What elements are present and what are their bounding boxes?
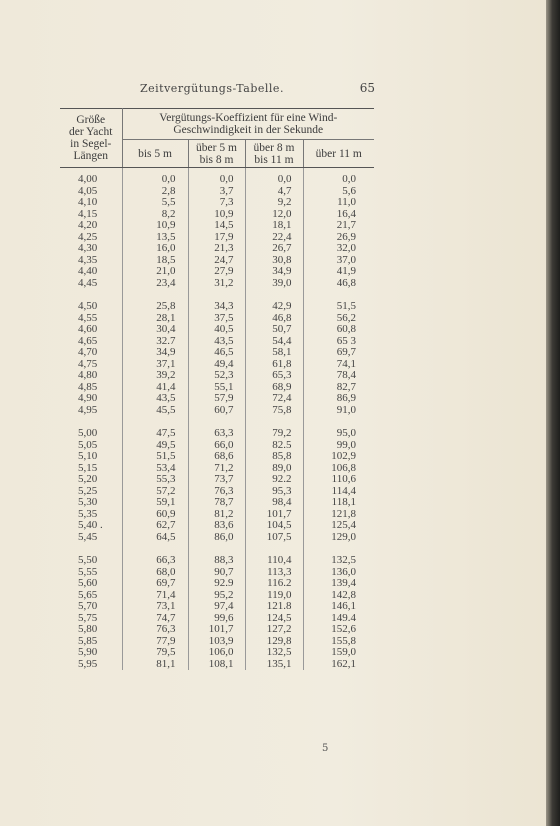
row-length-cell: 4,15: [78, 207, 98, 220]
coef-over-11m-cell: 95,0: [303, 428, 374, 440]
coef-5-to-8m-cell: 99,6: [188, 613, 245, 625]
coef-up-to-5m-cell: 2,8: [122, 186, 188, 198]
coef-8-to-11m-cell: 119,0: [245, 590, 303, 602]
coef-up-to-5m-cell: 76,3: [122, 624, 188, 636]
coef-up-to-5m-cell: 41,4: [122, 382, 188, 394]
table-row: [60, 168, 374, 186]
row-length-cell: 5,00: [78, 427, 98, 439]
table-row: [60, 555, 374, 567]
column-header-5-to-8m: [188, 140, 245, 168]
coef-8-to-11m-cell: 85,8: [245, 451, 303, 463]
row-length-cell: 4,60: [78, 323, 98, 335]
coef-over-11m-cell: 32,0: [303, 243, 374, 255]
coef-5-to-8m-cell: 81,2: [188, 509, 245, 521]
row-length-cell: 5,20: [78, 473, 98, 485]
coef-over-11m-cell: 78,4: [303, 370, 374, 382]
coef-over-11m-cell: 16,4: [303, 209, 374, 221]
coef-5-to-8m-cell: 0,0: [188, 168, 245, 186]
table-row: [60, 405, 374, 417]
table-row: [60, 474, 374, 486]
row-length-cell: 4,70: [78, 346, 98, 358]
coef-8-to-11m-cell: 54,4: [245, 336, 303, 348]
row-length-cell: 5,30: [78, 496, 98, 508]
header-line: bis 8 m: [199, 153, 234, 166]
coef-over-11m-cell: 155,8: [303, 636, 374, 648]
coef-over-11m-cell: 65 3: [303, 336, 374, 348]
table-row: [60, 347, 374, 359]
coef-5-to-8m-cell: 17,9: [188, 232, 245, 244]
coef-up-to-5m-cell: 34,9: [122, 347, 188, 359]
coef-up-to-5m-cell: 55,3: [122, 474, 188, 486]
coef-up-to-5m-cell: 28,1: [122, 313, 188, 325]
coef-8-to-11m-cell: 4,7: [245, 186, 303, 198]
coef-8-to-11m-cell: 18,1: [245, 220, 303, 232]
coef-5-to-8m-cell: 76,3: [188, 486, 245, 498]
coef-over-11m-cell: 82,7: [303, 382, 374, 394]
coef-8-to-11m-cell: 135,1: [245, 659, 303, 671]
coef-8-to-11m-cell: 92.2: [245, 474, 303, 486]
coef-up-to-5m-cell: 59,1: [122, 497, 188, 509]
coef-5-to-8m-cell: 24,7: [188, 255, 245, 267]
header-line: über 5 m: [196, 141, 237, 154]
coef-5-to-8m-cell: 60,7: [188, 405, 245, 417]
coef-5-to-8m-cell: 14,5: [188, 220, 245, 232]
coef-5-to-8m-cell: 88,3: [188, 555, 245, 567]
running-header: [60, 82, 375, 98]
coef-over-11m-cell: 129,0: [303, 532, 374, 544]
coef-over-11m-cell: 56,2: [303, 313, 374, 325]
table-row: [60, 243, 374, 255]
coef-up-to-5m-cell: 8,2: [122, 209, 188, 221]
table-row: [60, 266, 374, 278]
coef-up-to-5m-cell: 49,5: [122, 440, 188, 452]
coef-5-to-8m-cell: 34,3: [188, 301, 245, 313]
coef-8-to-11m-cell: 98,4: [245, 497, 303, 509]
coef-over-11m-cell: 26,9: [303, 232, 374, 244]
row-length-cell: 4,00: [78, 173, 98, 185]
coef-up-to-5m-cell: 68,0: [122, 567, 188, 579]
coef-5-to-8m-cell: 63,3: [188, 428, 245, 440]
coef-8-to-11m-cell: 75,8: [245, 405, 303, 417]
table-row: [60, 220, 374, 232]
coef-over-11m-cell: 139,4: [303, 578, 374, 590]
coef-5-to-8m-cell: 108,1: [188, 659, 245, 671]
coef-5-to-8m-cell: 37,5: [188, 313, 245, 325]
page-header-title: Zeitvergütungs-Tabelle.: [140, 82, 284, 95]
row-length-cell: 4,90: [78, 392, 98, 404]
coef-8-to-11m-cell: 116.2: [245, 578, 303, 590]
coef-5-to-8m-cell: 31,2: [188, 278, 245, 290]
coef-8-to-11m-cell: 22,4: [245, 232, 303, 244]
coef-5-to-8m-cell: 10,9: [188, 209, 245, 221]
table-row: [60, 301, 374, 313]
coef-8-to-11m-cell: 34,9: [245, 266, 303, 278]
row-length-cell: 5,15: [78, 461, 98, 474]
row-length-cell: 4,75: [78, 357, 98, 370]
coef-over-11m-cell: 132,5: [303, 555, 374, 567]
coef-8-to-11m-cell: 121.8: [245, 601, 303, 613]
table-row: [60, 647, 374, 659]
table-row: [60, 393, 374, 405]
coef-5-to-8m-cell: 57,9: [188, 393, 245, 405]
header-line: Vergütungs-Koeffizient für eine Wind-: [159, 112, 338, 124]
row-length-cell: 5,45: [78, 530, 98, 543]
coef-5-to-8m-cell: 27,9: [188, 266, 245, 278]
header-line: in Segel-: [70, 138, 112, 150]
coef-up-to-5m-cell: 45,5: [122, 405, 188, 417]
table-row: [60, 520, 374, 532]
table-row: [60, 197, 374, 209]
coef-8-to-11m-cell: 30,8: [245, 255, 303, 267]
coef-up-to-5m-cell: 47,5: [122, 428, 188, 440]
coef-8-to-11m-cell: 79,2: [245, 428, 303, 440]
coef-over-11m-cell: 5,6: [303, 186, 374, 198]
table-row: [60, 451, 374, 463]
coef-8-to-11m-cell: 39,0: [245, 278, 303, 290]
table-body: [60, 168, 374, 671]
coef-over-11m-cell: 69,7: [303, 347, 374, 359]
coef-8-to-11m-cell: 127,2: [245, 624, 303, 636]
row-length-cell: 4,25: [78, 230, 98, 243]
coef-8-to-11m-cell: 26,7: [245, 243, 303, 255]
coef-8-to-11m-cell: 107,5: [245, 532, 303, 544]
header-line: Geschwindigkeit in der Sekunde: [173, 124, 324, 136]
coef-5-to-8m-cell: 83,6: [188, 520, 245, 532]
coef-over-11m-cell: 146,1: [303, 601, 374, 613]
coef-8-to-11m-cell: 50,7: [245, 324, 303, 336]
table-row: [60, 578, 374, 590]
coef-up-to-5m-cell: 73,1: [122, 601, 188, 613]
coef-5-to-8m-cell: 68,6: [188, 451, 245, 463]
coef-8-to-11m-cell: 110,4: [245, 555, 303, 567]
spacer-cell: [122, 416, 188, 428]
column-header-over-11m: [303, 140, 374, 168]
table-head: [60, 109, 374, 168]
header-line: Größe: [76, 114, 106, 126]
coef-over-11m-cell: 11,0: [303, 197, 374, 209]
coef-5-to-8m-cell: 95,2: [188, 590, 245, 602]
row-length-cell: 5,40 .: [78, 519, 103, 531]
coef-up-to-5m-cell: 39,2: [122, 370, 188, 382]
coef-up-to-5m-cell: 79,5: [122, 647, 188, 659]
coef-5-to-8m-cell: 7,3: [188, 197, 245, 209]
row-length-cell: 4,80: [78, 369, 98, 381]
coef-up-to-5m-cell: 18,5: [122, 255, 188, 267]
coef-8-to-11m-cell: 9,2: [245, 197, 303, 209]
coef-8-to-11m-cell: 95,3: [245, 486, 303, 498]
coef-8-to-11m-cell: 101,7: [245, 509, 303, 521]
coef-5-to-8m-cell: 73,7: [188, 474, 245, 486]
coef-up-to-5m-cell: 37,1: [122, 359, 188, 371]
spacer-cell: [122, 289, 188, 301]
coef-8-to-11m-cell: 12,0: [245, 209, 303, 221]
coef-5-to-8m-cell: 71,2: [188, 463, 245, 475]
coef-over-11m-cell: 91,0: [303, 405, 374, 417]
coef-8-to-11m-cell: 0,0: [245, 168, 303, 186]
coef-8-to-11m-cell: 113,3: [245, 567, 303, 579]
coef-over-11m-cell: 159,0: [303, 647, 374, 659]
table-row: [60, 532, 374, 544]
coef-5-to-8m-cell: 43,5: [188, 336, 245, 348]
coef-up-to-5m-cell: 30,4: [122, 324, 188, 336]
coef-8-to-11m-cell: 58,1: [245, 347, 303, 359]
coef-up-to-5m-cell: 66,3: [122, 555, 188, 567]
coef-over-11m-cell: 102,9: [303, 451, 374, 463]
coef-5-to-8m-cell: 66,0: [188, 440, 245, 452]
coef-8-to-11m-cell: 46,8: [245, 313, 303, 325]
table-row: [60, 370, 374, 382]
row-length-cell: 4,30: [78, 242, 98, 254]
coef-5-to-8m-cell: 3,7: [188, 186, 245, 198]
table-row: [60, 324, 374, 336]
coef-over-11m-cell: 99,0: [303, 440, 374, 452]
row-length-cell: 5,35: [78, 507, 98, 520]
coef-5-to-8m-cell: 46,5: [188, 347, 245, 359]
printer-signature-mark: 5: [322, 743, 329, 754]
coef-5-to-8m-cell: 40,5: [188, 324, 245, 336]
table-row: [60, 186, 374, 198]
coef-8-to-11m-cell: 65,3: [245, 370, 303, 382]
coef-over-11m-cell: 60,8: [303, 324, 374, 336]
table-row: [60, 497, 374, 509]
coef-8-to-11m-cell: 132,5: [245, 647, 303, 659]
coef-8-to-11m-cell: 104,5: [245, 520, 303, 532]
coef-up-to-5m-cell: 5,5: [122, 197, 188, 209]
row-length-cell: 4,10: [78, 196, 98, 208]
coef-5-to-8m-cell: 90,7: [188, 567, 245, 579]
book-spine-shadow: [546, 0, 560, 826]
coef-8-to-11m-cell: 42,9: [245, 301, 303, 313]
row-length-cell: 4,45: [78, 276, 98, 289]
coef-over-11m-cell: 114,4: [303, 486, 374, 498]
table-row: [60, 278, 374, 290]
coef-up-to-5m-cell: 25,8: [122, 301, 188, 313]
coef-5-to-8m-cell: 21,3: [188, 243, 245, 255]
header-line: Längen: [73, 150, 108, 162]
coef-over-11m-cell: 162,1: [303, 659, 374, 671]
coef-up-to-5m-cell: 64,5: [122, 532, 188, 544]
row-length-cell: 4,50: [78, 300, 98, 312]
coef-up-to-5m-cell: 81,1: [122, 659, 188, 671]
table-row: [60, 428, 374, 440]
coef-up-to-5m-cell: 62,7: [122, 520, 188, 532]
coef-up-to-5m-cell: 32.7: [122, 336, 188, 348]
row-length-cell: 5,70: [78, 600, 98, 612]
coef-over-11m-cell: 118,1: [303, 497, 374, 509]
column-header-up-to-5m: [122, 140, 188, 168]
row-length-cell: 4,85: [78, 380, 98, 393]
coef-over-11m-cell: 37,0: [303, 255, 374, 267]
coef-over-11m-cell: 106,8: [303, 463, 374, 475]
header-line: über 11 m: [315, 147, 362, 160]
coef-up-to-5m-cell: 23,4: [122, 278, 188, 290]
row-length-cell: 4,35: [78, 253, 98, 266]
column-header-coefficient: [122, 109, 374, 140]
column-header-yacht-size: [60, 109, 122, 168]
coef-up-to-5m-cell: 60,9: [122, 509, 188, 521]
coef-up-to-5m-cell: 53,4: [122, 463, 188, 475]
coef-8-to-11m-cell: 61,8: [245, 359, 303, 371]
row-length-cell: 5,80: [78, 623, 98, 635]
coef-up-to-5m-cell: 51,5: [122, 451, 188, 463]
coef-over-11m-cell: 142,8: [303, 590, 374, 602]
coef-5-to-8m-cell: 52,3: [188, 370, 245, 382]
coef-over-11m-cell: 152,6: [303, 624, 374, 636]
coef-5-to-8m-cell: 106,0: [188, 647, 245, 659]
time-allowance-table: [60, 108, 374, 670]
coef-8-to-11m-cell: 129,8: [245, 636, 303, 648]
row-length-cell: 5,50: [78, 554, 98, 566]
coef-over-11m-cell: 86,9: [303, 393, 374, 405]
coef-up-to-5m-cell: 10,9: [122, 220, 188, 232]
row-length-cell: 4,55: [78, 311, 98, 324]
coef-up-to-5m-cell: 16,0: [122, 243, 188, 255]
row-length-cell: 4,65: [78, 334, 98, 347]
table-row: [60, 624, 374, 636]
coef-5-to-8m-cell: 97,4: [188, 601, 245, 613]
coef-over-11m-cell: 125,4: [303, 520, 374, 532]
header-line: bis 11 m: [254, 153, 294, 166]
row-length-cell: 4,95: [78, 403, 98, 416]
coef-over-11m-cell: 21,7: [303, 220, 374, 232]
coef-up-to-5m-cell: 77,9: [122, 636, 188, 648]
coef-over-11m-cell: 136,0: [303, 567, 374, 579]
row-length-cell: 4,20: [78, 219, 98, 231]
row-length-cell: 5,75: [78, 611, 98, 624]
coef-up-to-5m-cell: 57,2: [122, 486, 188, 498]
coef-5-to-8m-cell: 86,0: [188, 532, 245, 544]
row-length-cell: 4,05: [78, 184, 98, 197]
coef-over-11m-cell: 0,0: [303, 168, 374, 186]
row-length-cell: 5,65: [78, 588, 98, 601]
column-header-8-to-11m: [245, 140, 303, 168]
coef-5-to-8m-cell: 103,9: [188, 636, 245, 648]
coef-5-to-8m-cell: 49,4: [188, 359, 245, 371]
coef-over-11m-cell: 74,1: [303, 359, 374, 371]
spacer-cell: [122, 543, 188, 555]
coef-up-to-5m-cell: 71,4: [122, 590, 188, 602]
row-length-cell: 5,05: [78, 438, 98, 451]
coef-up-to-5m-cell: 43,5: [122, 393, 188, 405]
table-row: [60, 659, 374, 671]
coef-5-to-8m-cell: 78,7: [188, 497, 245, 509]
coef-over-11m-cell: 149.4: [303, 613, 374, 625]
header-line: bis 5 m: [138, 147, 172, 160]
coef-over-11m-cell: 46,8: [303, 278, 374, 290]
table-row: [60, 601, 374, 613]
row-length-cell: 5,55: [78, 565, 98, 578]
coef-8-to-11m-cell: 82.5: [245, 440, 303, 452]
coef-5-to-8m-cell: 55,1: [188, 382, 245, 394]
row-length-cell: 5,60: [78, 577, 98, 589]
coef-over-11m-cell: 51,5: [303, 301, 374, 313]
coef-8-to-11m-cell: 124,5: [245, 613, 303, 625]
coef-5-to-8m-cell: 92.9: [188, 578, 245, 590]
coef-8-to-11m-cell: 68,9: [245, 382, 303, 394]
row-length-cell: 5,90: [78, 646, 98, 658]
coef-8-to-11m-cell: 89,0: [245, 463, 303, 475]
coef-up-to-5m-cell: 74,7: [122, 613, 188, 625]
header-line: der Yacht: [69, 126, 113, 138]
row-length-cell: 5,25: [78, 484, 98, 497]
header-line: über 8 m: [253, 141, 295, 154]
coef-up-to-5m-cell: 21,0: [122, 266, 188, 278]
row-length-cell: 5,10: [78, 450, 98, 462]
coef-up-to-5m-cell: 0,0: [122, 168, 188, 186]
coef-over-11m-cell: 110,6: [303, 474, 374, 486]
coef-5-to-8m-cell: 101,7: [188, 624, 245, 636]
coef-over-11m-cell: 41,9: [303, 266, 374, 278]
coef-8-to-11m-cell: 72,4: [245, 393, 303, 405]
coef-over-11m-cell: 121,8: [303, 509, 374, 521]
page-number: 65: [359, 81, 375, 95]
row-length-cell: 4,40: [78, 265, 98, 277]
row-length-cell: 5,95: [78, 657, 98, 670]
row-length-cell: 5,85: [78, 634, 98, 647]
coef-up-to-5m-cell: 13,5: [122, 232, 188, 244]
coef-up-to-5m-cell: 69,7: [122, 578, 188, 590]
